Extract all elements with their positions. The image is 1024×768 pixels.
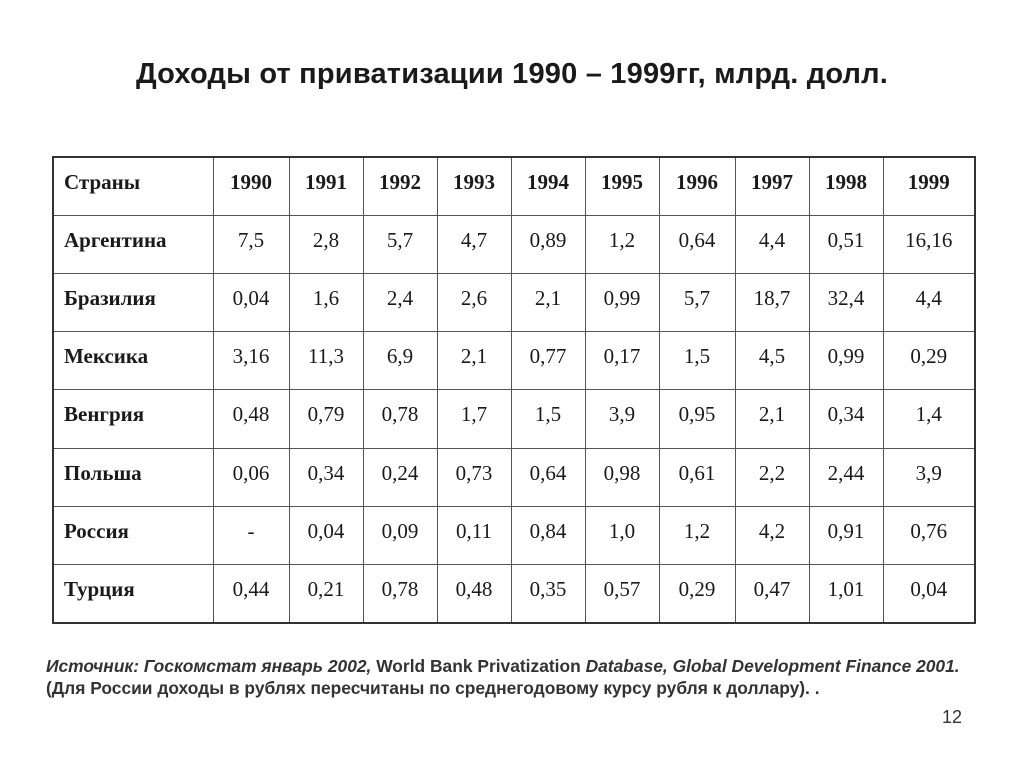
value-cell: 1,5 [511, 390, 585, 448]
value-cell: 0,47 [735, 565, 809, 623]
table-row [53, 506, 975, 564]
header-year: 1995 [585, 157, 659, 215]
value-cell: 0,99 [585, 273, 659, 331]
value-cell: 0,34 [289, 448, 363, 506]
value-cell: 0,04 [213, 273, 289, 331]
value-cell: 4,4 [883, 273, 975, 331]
page-number: 12 [941, 707, 962, 727]
source-plain-1: World Bank Privatization [371, 656, 586, 676]
value-cell: 1,6 [289, 273, 363, 331]
table-row [53, 390, 975, 448]
value-cell: 0,64 [659, 215, 735, 273]
slide-title: Доходы от приватизации 1990 – 1999гг, млрд. долл. [135, 58, 889, 90]
value-cell: 0,51 [809, 215, 883, 273]
value-cell: 6,9 [363, 332, 437, 390]
value-cell: 0,79 [289, 390, 363, 448]
value-cell: 0,44 [213, 565, 289, 623]
value-cell: 0,77 [511, 332, 585, 390]
table-row [53, 273, 975, 331]
value-cell: 0,34 [809, 390, 883, 448]
value-cell: 0,35 [511, 565, 585, 623]
country-cell: Бразилия [53, 273, 213, 331]
header-year: 1992 [363, 157, 437, 215]
value-cell: 4,5 [735, 332, 809, 390]
value-cell: 3,16 [213, 332, 289, 390]
value-cell: 0,57 [585, 565, 659, 623]
value-cell: 18,7 [735, 273, 809, 331]
table-header-row [53, 157, 975, 215]
table-row [53, 215, 975, 273]
value-cell: 0,21 [289, 565, 363, 623]
country-cell: Венгрия [53, 390, 213, 448]
value-cell: - [213, 506, 289, 564]
value-cell: 1,2 [659, 506, 735, 564]
header-year: 1991 [289, 157, 363, 215]
source-note [46, 655, 976, 699]
value-cell: 0,78 [363, 390, 437, 448]
header-year: 1994 [511, 157, 585, 215]
value-cell: 0,04 [883, 565, 975, 623]
value-cell: 2,1 [511, 273, 585, 331]
value-cell: 0,91 [809, 506, 883, 564]
table-row [53, 448, 975, 506]
header-year: 1997 [735, 157, 809, 215]
value-cell: 0,17 [585, 332, 659, 390]
value-cell: 2,2 [735, 448, 809, 506]
country-cell: Аргентина [53, 215, 213, 273]
header-year: 1996 [659, 157, 735, 215]
country-cell: Турция [53, 565, 213, 623]
value-cell: 1,2 [585, 215, 659, 273]
value-cell: 0,78 [363, 565, 437, 623]
privatization-table [52, 156, 976, 624]
value-cell: 4,4 [735, 215, 809, 273]
value-cell: 4,7 [437, 215, 511, 273]
value-cell: 2,8 [289, 215, 363, 273]
country-cell: Россия [53, 506, 213, 564]
value-cell: 3,9 [883, 448, 975, 506]
value-cell: 2,1 [735, 390, 809, 448]
value-cell: 11,3 [289, 332, 363, 390]
value-cell: 0,09 [363, 506, 437, 564]
source-plain-2: (Для России доходы в рублях пересчитаны по среднегодовому курсу рубля к доллару). . [46, 678, 820, 698]
value-cell: 2,1 [437, 332, 511, 390]
table-row [53, 565, 975, 623]
value-cell: 0,73 [437, 448, 511, 506]
value-cell: 5,7 [363, 215, 437, 273]
value-cell: 32,4 [809, 273, 883, 331]
value-cell: 0,48 [213, 390, 289, 448]
value-cell: 0,61 [659, 448, 735, 506]
header-year: 1999 [883, 157, 975, 215]
value-cell: 0,24 [363, 448, 437, 506]
value-cell: 0,84 [511, 506, 585, 564]
value-cell: 0,64 [511, 448, 585, 506]
value-cell: 1,5 [659, 332, 735, 390]
value-cell: 0,98 [585, 448, 659, 506]
value-cell: 0,95 [659, 390, 735, 448]
country-cell: Мексика [53, 332, 213, 390]
value-cell: 16,16 [883, 215, 975, 273]
value-cell: 1,7 [437, 390, 511, 448]
value-cell: 1,01 [809, 565, 883, 623]
value-cell: 0,89 [511, 215, 585, 273]
value-cell: 7,5 [213, 215, 289, 273]
value-cell: 0,48 [437, 565, 511, 623]
value-cell: 1,0 [585, 506, 659, 564]
header-year: 1998 [809, 157, 883, 215]
value-cell: 0,11 [437, 506, 511, 564]
source-italic-2: Database, Global Development Finance 2001. [585, 656, 960, 676]
value-cell: 0,29 [659, 565, 735, 623]
header-year: 1993 [437, 157, 511, 215]
value-cell: 2,6 [437, 273, 511, 331]
value-cell: 0,06 [213, 448, 289, 506]
header-country: Страны [53, 157, 213, 215]
country-cell: Польша [53, 448, 213, 506]
value-cell: 2,44 [809, 448, 883, 506]
value-cell: 0,29 [883, 332, 975, 390]
value-cell: 5,7 [659, 273, 735, 331]
value-cell: 0,99 [809, 332, 883, 390]
table-row [53, 332, 975, 390]
value-cell: 1,4 [883, 390, 975, 448]
value-cell: 2,4 [363, 273, 437, 331]
value-cell: 3,9 [585, 390, 659, 448]
source-italic-1: Источник: Госкомстат январь 2002, [46, 656, 372, 676]
header-year: 1990 [213, 157, 289, 215]
value-cell: 0,04 [289, 506, 363, 564]
value-cell: 4,2 [735, 506, 809, 564]
value-cell: 0,76 [883, 506, 975, 564]
